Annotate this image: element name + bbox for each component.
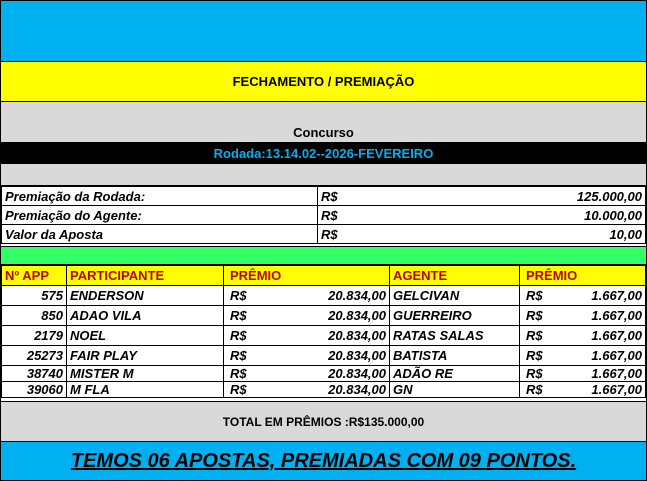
rodada-label: Rodada:13.14.02--2026-FEVEREIRO (1, 142, 646, 164)
header-participante: PARTICIPANTE (67, 266, 224, 286)
results-header-row (2, 266, 646, 286)
cell-participante: NOEL (67, 326, 224, 346)
cell-premio-agente: 1.667,00 (560, 366, 646, 382)
cell-currency: R$ (520, 366, 560, 382)
info-row (2, 187, 646, 206)
cell-participante: ENDERSON (67, 286, 224, 306)
info-currency: R$ (318, 187, 378, 206)
info-label: Premiação do Agente: (2, 206, 318, 225)
cell-premio-agente: 1.667,00 (560, 306, 646, 326)
cell-currency: R$ (224, 286, 264, 306)
cell-participante: FAIR PLAY (67, 346, 224, 366)
cell-premio-agente: 1.667,00 (560, 286, 646, 306)
table-row (2, 346, 646, 366)
cell-agente: GN (390, 382, 520, 398)
info-row (2, 206, 646, 225)
cell-premio: 20.834,00 (264, 326, 390, 346)
header-premio: PRÊMIO (224, 266, 390, 286)
info-currency: R$ (318, 225, 378, 244)
green-divider (1, 246, 646, 265)
info-value: 10,00 (378, 225, 646, 244)
table-row (2, 286, 646, 306)
cell-currency: R$ (520, 382, 560, 398)
cell-participante: MISTER M (67, 366, 224, 382)
cell-premio-agente: 1.667,00 (560, 326, 646, 346)
total-prizes: TOTAL EM PRÊMIOS :R$135.000,00 (1, 401, 646, 441)
concurso-label: Concurso (1, 102, 646, 142)
cell-agente: GUERREIRO (390, 306, 520, 326)
footer-banner (1, 441, 646, 480)
cell-currency: R$ (520, 306, 560, 326)
info-label: Premiação da Rodada: (2, 187, 318, 206)
info-currency: R$ (318, 206, 378, 225)
footer-message: TEMOS 06 APOSTAS, PREMIADAS COM 09 PONTOS. (70, 449, 577, 472)
page-title: FECHAMENTO / PREMIAÇÃO (1, 62, 646, 102)
cell-premio: 20.834,00 (264, 382, 390, 398)
header-app: Nº APP (2, 266, 67, 286)
table-row (2, 366, 646, 382)
info-value: 10.000,00 (378, 206, 646, 225)
cell-participante: M FLA (67, 382, 224, 398)
cell-currency: R$ (224, 346, 264, 366)
header-premio-agente: PRÊMIO (520, 266, 646, 286)
cell-agente: BATISTA (390, 346, 520, 366)
results-table (1, 265, 646, 398)
cell-premio: 20.834,00 (264, 346, 390, 366)
cell-app: 850 (2, 306, 67, 326)
spacer-band (1, 164, 646, 186)
cell-premio: 20.834,00 (264, 306, 390, 326)
table-row (2, 306, 646, 326)
top-blue-banner (1, 1, 646, 62)
cell-agente: GELCIVAN (390, 286, 520, 306)
cell-app: 575 (2, 286, 67, 306)
cell-currency: R$ (224, 366, 264, 382)
cell-currency: R$ (520, 346, 560, 366)
cell-app: 39060 (2, 382, 67, 398)
cell-currency: R$ (520, 326, 560, 346)
cell-premio: 20.834,00 (264, 366, 390, 382)
cell-app: 2179 (2, 326, 67, 346)
info-label: Valor da Aposta (2, 225, 318, 244)
cell-premio-agente: 1.667,00 (560, 382, 646, 398)
cell-currency: R$ (520, 286, 560, 306)
table-row (2, 382, 646, 398)
cell-currency: R$ (224, 382, 264, 398)
cell-agente: ADÃO RE (390, 366, 520, 382)
cell-currency: R$ (224, 306, 264, 326)
cell-app: 25273 (2, 346, 67, 366)
info-value: 125.000,00 (378, 187, 646, 206)
cell-currency: R$ (224, 326, 264, 346)
cell-app: 38740 (2, 366, 67, 382)
cell-participante: ADAO VILA (67, 306, 224, 326)
cell-premio: 20.834,00 (264, 286, 390, 306)
table-row (2, 326, 646, 346)
cell-agente: RATAS SALAS (390, 326, 520, 346)
info-table (1, 186, 646, 244)
cell-premio-agente: 1.667,00 (560, 346, 646, 366)
info-row (2, 225, 646, 244)
header-agente: AGENTE (390, 266, 520, 286)
